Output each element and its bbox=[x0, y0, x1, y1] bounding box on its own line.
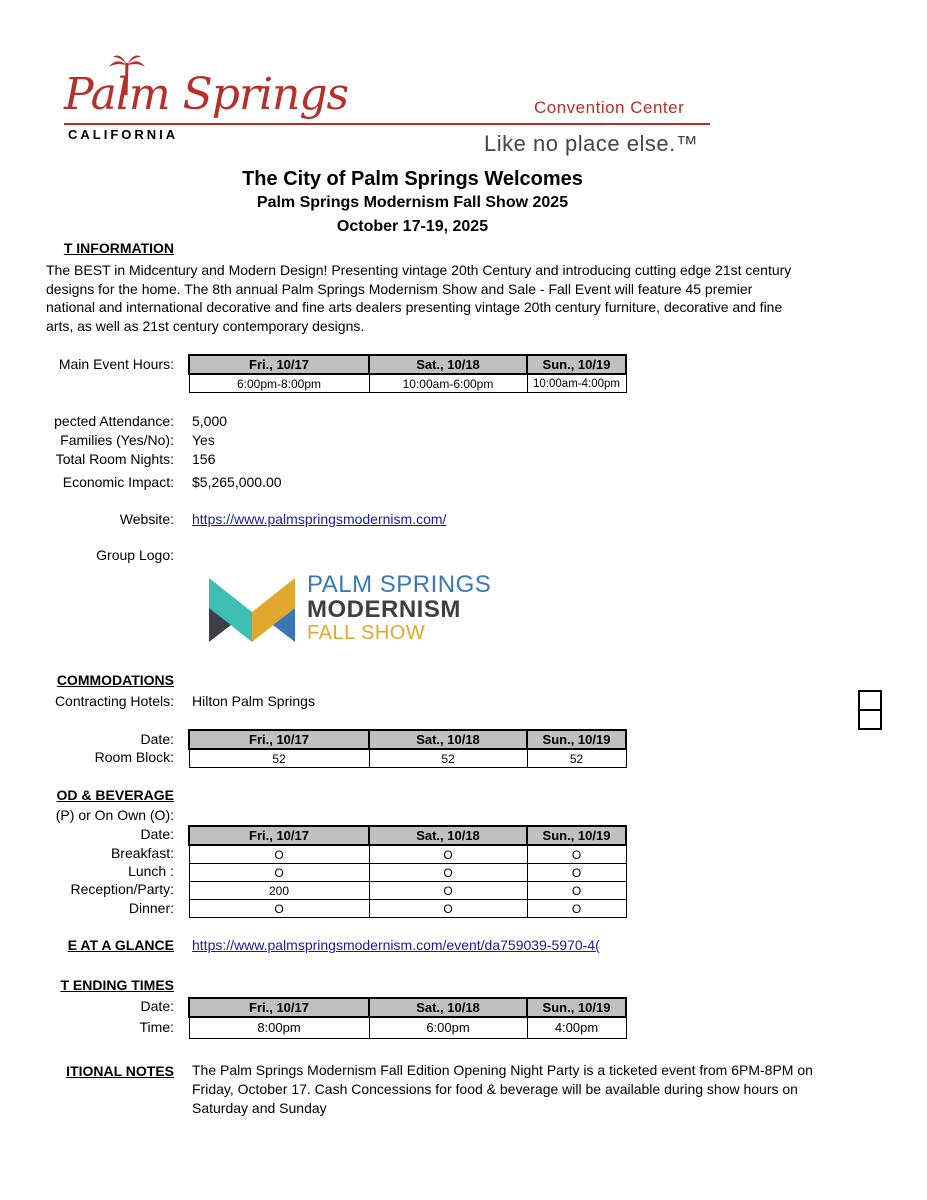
ending-times-table bbox=[188, 997, 627, 1039]
day-header: Fri., 10/17 bbox=[189, 826, 369, 845]
checkbox[interactable] bbox=[858, 690, 882, 711]
meal-cell: O bbox=[369, 900, 527, 918]
convention-center-logo bbox=[62, 55, 722, 160]
logo-division: Convention Center bbox=[534, 98, 685, 117]
meal-cell: O bbox=[189, 845, 369, 864]
hours-cell: 6:00pm-8:00pm bbox=[189, 374, 369, 393]
notes-line: Saturday and Sunday bbox=[192, 1100, 327, 1116]
meal-cell: O bbox=[369, 864, 527, 882]
section-ending-times: T ENDING TIMES bbox=[60, 977, 174, 993]
website-link[interactable]: https://www.palmspringsmodernism.com/ bbox=[192, 511, 447, 527]
day-header: Sat., 10/18 bbox=[369, 355, 527, 374]
event-description bbox=[46, 261, 791, 335]
section-additional-notes: ITIONAL NOTES bbox=[66, 1063, 174, 1079]
ending-time-cell: 8:00pm bbox=[189, 1017, 369, 1039]
modernism-logo bbox=[209, 570, 519, 645]
room-nights-label: Total Room Nights: bbox=[55, 451, 174, 467]
meal-cell: O bbox=[189, 900, 369, 918]
group-logo-line1: PALM SPRINGS bbox=[307, 571, 492, 598]
notes-line: Friday, October 17. Cash Concessions for food & beverage will be available during show hours on bbox=[192, 1081, 798, 1097]
main-event-hours-label: Main Event Hours: bbox=[58, 356, 174, 372]
attendance-label: pected Attendance: bbox=[54, 413, 174, 429]
ending-time-cell: 6:00pm bbox=[369, 1017, 527, 1039]
contracting-hotels-value: Hilton Palm Springs bbox=[192, 693, 315, 709]
room-nights-value: 156 bbox=[192, 451, 216, 467]
dinner-label: Dinner: bbox=[128, 900, 174, 916]
website-label: Website: bbox=[119, 511, 174, 527]
event-hours-table bbox=[188, 354, 627, 393]
ending-date-label: Date: bbox=[140, 998, 174, 1014]
checkbox-stack bbox=[858, 690, 882, 728]
room-block-cell: 52 bbox=[527, 749, 626, 768]
room-date-label: Date: bbox=[140, 731, 174, 747]
description-line: designs for the home. The 8th annual Palm Springs Modernism Show and Sale - Fall Event will feature 45 premier bbox=[46, 280, 753, 297]
food-subheading: (P) or On Own (O): bbox=[55, 807, 174, 823]
hours-cell: 10:00am-6:00pm bbox=[369, 374, 527, 393]
lunch-label: Lunch : bbox=[128, 863, 174, 879]
meal-cell: O bbox=[369, 882, 527, 900]
day-header: Fri., 10/17 bbox=[189, 730, 369, 749]
day-header: Sun., 10/19 bbox=[527, 355, 626, 374]
room-block-label: Room Block: bbox=[94, 749, 174, 765]
section-food-beverage: OD & BEVERAGE bbox=[56, 787, 174, 803]
additional-notes bbox=[192, 1061, 813, 1118]
room-block-table bbox=[188, 729, 627, 768]
attendance-value: 5,000 bbox=[192, 413, 228, 429]
notes-line: The Palm Springs Modernism Fall Edition Opening Night Party is a ticketed event from 6PM-8PM on bbox=[192, 1062, 813, 1078]
section-event-information: T INFORMATION bbox=[63, 240, 174, 256]
meal-cell: O bbox=[527, 882, 626, 900]
day-header: Sun., 10/19 bbox=[527, 730, 626, 749]
meal-cell: O bbox=[527, 900, 626, 918]
food-beverage-table bbox=[188, 825, 627, 918]
room-block-cell: 52 bbox=[369, 749, 527, 768]
description-line: The BEST in Midcentury and Modern Design! Presenting vintage 20th Century and introducing cutting edge 21st century bbox=[46, 262, 792, 278]
section-at-a-glance: E AT A GLANCE bbox=[67, 937, 174, 953]
group-logo-label: Group Logo: bbox=[96, 547, 174, 563]
contracting-hotels-label: Contracting Hotels: bbox=[54, 693, 174, 709]
reception-label: Reception/Party: bbox=[70, 881, 174, 897]
room-block-cell: 52 bbox=[189, 749, 369, 768]
description-line: arts, as well as 21st century contemporary designs. bbox=[46, 317, 365, 334]
day-header: Fri., 10/17 bbox=[189, 355, 369, 374]
description-line: national and international decorative and fine arts dealers presenting vintage 20th century furniture, decorative and fine bbox=[46, 299, 783, 315]
day-header: Sat., 10/18 bbox=[369, 826, 527, 845]
ending-time-label: Time: bbox=[139, 1019, 174, 1035]
meal-cell: O bbox=[189, 864, 369, 882]
glance-link[interactable]: https://www.palmspringsmodernism.com/event/da759039-5970-4( bbox=[192, 937, 600, 953]
day-header: Sun., 10/19 bbox=[527, 826, 626, 845]
group-logo-line2: MODERNISM bbox=[307, 596, 461, 623]
meal-cell: O bbox=[527, 864, 626, 882]
day-header: Fri., 10/17 bbox=[189, 998, 369, 1017]
meal-cell: O bbox=[527, 845, 626, 864]
checkbox[interactable] bbox=[858, 711, 882, 730]
hours-cell: 10:00am-4:00pm bbox=[527, 374, 626, 393]
title-welcome: The City of Palm Springs Welcomes bbox=[242, 168, 583, 190]
day-header: Sun., 10/19 bbox=[527, 998, 626, 1017]
breakfast-label: Breakfast: bbox=[110, 845, 174, 861]
logo-state: CALIFORNIA bbox=[68, 127, 179, 142]
meal-cell: O bbox=[369, 845, 527, 864]
day-header: Sat., 10/18 bbox=[369, 730, 527, 749]
group-logo-line3: FALL SHOW bbox=[307, 622, 426, 644]
families-value: Yes bbox=[192, 432, 215, 448]
economic-impact-label: Economic Impact: bbox=[62, 474, 174, 490]
day-header: Sat., 10/18 bbox=[369, 998, 527, 1017]
modernism-mark-icon bbox=[209, 572, 295, 642]
logo-rule bbox=[64, 123, 710, 125]
meal-cell: 200 bbox=[189, 882, 369, 900]
tagline: Like no place else.™ bbox=[484, 131, 699, 156]
title-event: Palm Springs Modernism Fall Show 2025 bbox=[256, 194, 569, 211]
families-label: Families (Yes/No): bbox=[60, 432, 174, 448]
economic-impact-value: $5,265,000.00 bbox=[192, 474, 282, 490]
title-dates: October 17-19, 2025 bbox=[336, 218, 489, 235]
ending-time-cell: 4:00pm bbox=[527, 1017, 626, 1039]
logo-wordmark: Palm Springs bbox=[64, 69, 349, 120]
food-date-label: Date: bbox=[140, 826, 174, 842]
section-accommodations: COMMODATIONS bbox=[56, 672, 174, 688]
